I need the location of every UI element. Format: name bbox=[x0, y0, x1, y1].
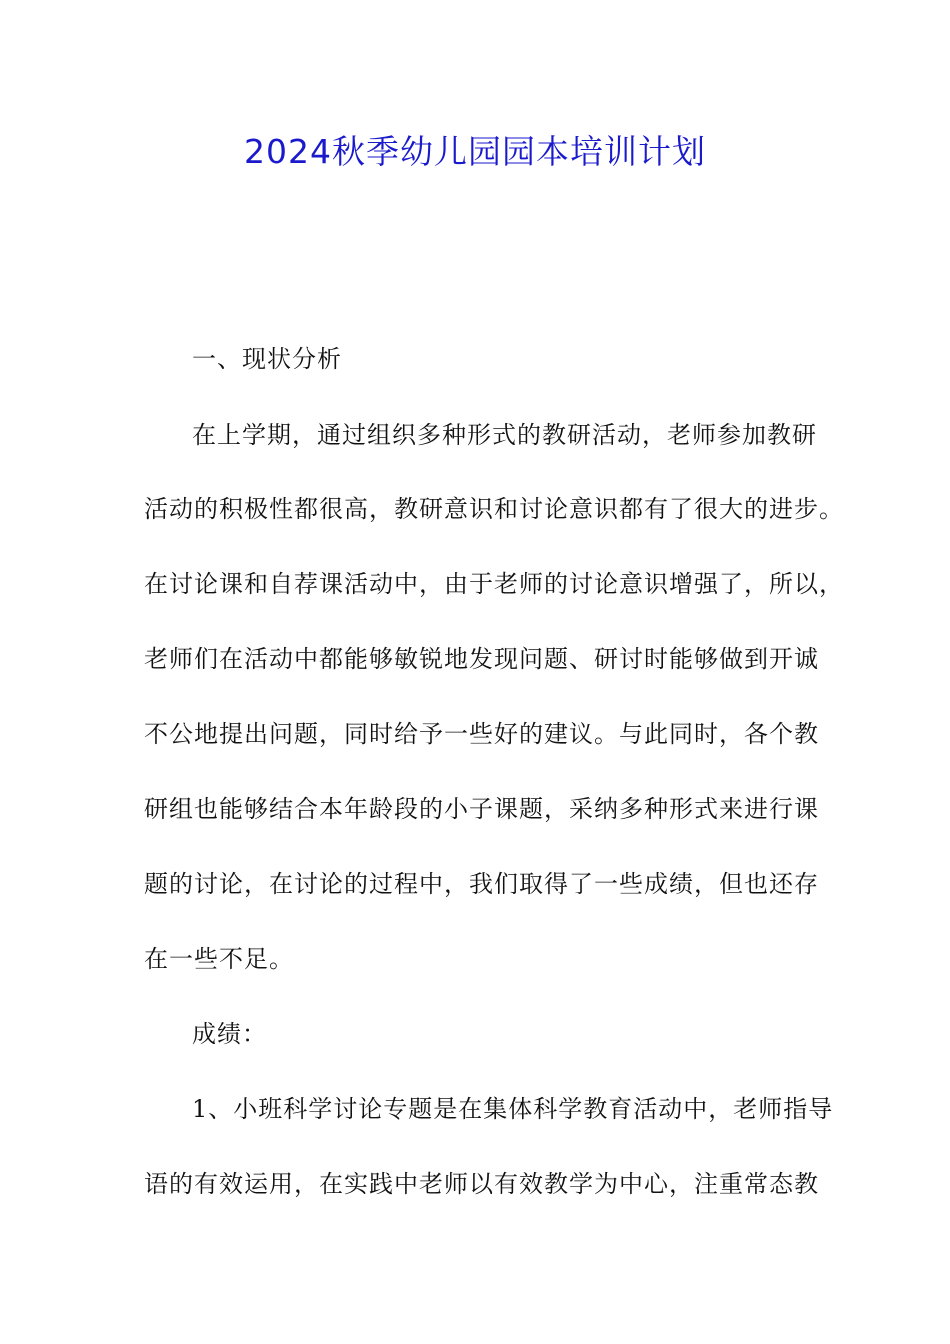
list-item-line: 语的有效运用，在实践中老师以有效教学为中心，注重常态教 bbox=[144, 1170, 819, 1198]
paragraph-line: 题的讨论，在讨论的过程中，我们取得了一些成绩，但也还存 bbox=[144, 870, 819, 898]
achievements-label: 成绩： bbox=[192, 1020, 267, 1048]
paragraph-line: 老师们在活动中都能够敏锐地发现问题、研讨时能够做到开诚 bbox=[144, 645, 819, 673]
document-title: 2024秋季幼儿园园本培训计划 bbox=[244, 132, 706, 171]
paragraph-line: 在讨论课和自荐课活动中，由于老师的讨论意识增强了，所以， bbox=[144, 570, 844, 598]
paragraph-line: 在上学期，通过组织多种形式的教研活动，老师参加教研 bbox=[192, 421, 817, 449]
list-item-line: 1、小班科学讨论专题是在集体科学教育活动中，老师指导 bbox=[192, 1095, 834, 1123]
paragraph-line: 研组也能够结合本年龄段的小子课题，采纳多种形式来进行课 bbox=[144, 795, 819, 823]
paragraph-line: 不公地提出问题，同时给予一些好的建议。与此同时，各个教 bbox=[144, 720, 819, 748]
paragraph-line: 在一些不足。 bbox=[144, 945, 294, 973]
paragraph-line: 活动的积极性都很高，教研意识和讨论意识都有了很大的进步。 bbox=[144, 495, 844, 523]
section-heading: 一、现状分析 bbox=[192, 345, 342, 373]
